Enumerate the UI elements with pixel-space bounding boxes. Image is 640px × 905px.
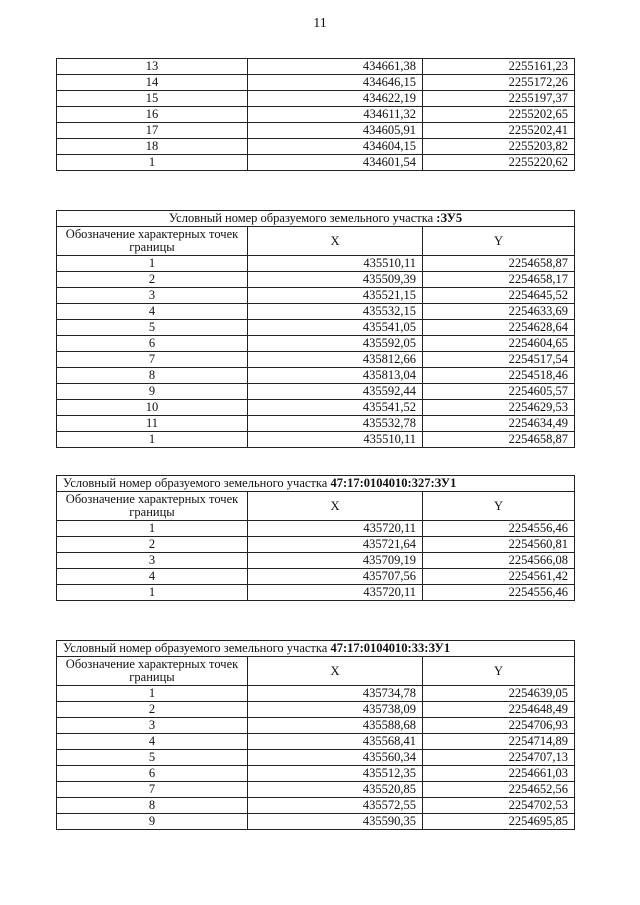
x-coordinate-cell: 435521,15 <box>248 288 423 304</box>
column-header-x: X <box>248 227 423 256</box>
coordinates-table-327-zu1 <box>56 475 575 601</box>
point-number-cell: 6 <box>57 766 248 782</box>
caption-code: 47:17:0104010:327:ЗУ1 <box>330 476 457 490</box>
y-coordinate-cell: 2254658,17 <box>423 272 575 288</box>
point-number-cell: 2 <box>57 702 248 718</box>
point-number-cell: 4 <box>57 569 248 585</box>
point-number-cell: 11 <box>57 416 248 432</box>
table-row <box>57 718 575 734</box>
x-coordinate-cell: 435738,09 <box>248 702 423 718</box>
y-coordinate-cell: 2254629,53 <box>423 400 575 416</box>
table-row <box>57 352 575 368</box>
x-coordinate-cell: 435720,11 <box>248 585 423 601</box>
point-number-cell: 9 <box>57 814 248 830</box>
x-coordinate-cell: 434605,91 <box>248 123 423 139</box>
table-row <box>57 569 575 585</box>
point-number-cell: 1 <box>57 155 248 171</box>
point-number-cell: 6 <box>57 336 248 352</box>
point-number-cell: 13 <box>57 59 248 75</box>
y-coordinate-cell: 2254518,46 <box>423 368 575 384</box>
table-row <box>57 368 575 384</box>
y-coordinate-cell: 2255202,41 <box>423 123 575 139</box>
table-row <box>57 139 575 155</box>
y-coordinate-cell: 2254661,03 <box>423 766 575 782</box>
table-row <box>57 304 575 320</box>
table-body <box>57 521 575 601</box>
x-coordinate-cell: 435588,68 <box>248 718 423 734</box>
page-number: 11 <box>313 16 327 31</box>
table-body <box>57 59 575 171</box>
y-coordinate-cell: 2254695,85 <box>423 814 575 830</box>
table-row <box>57 416 575 432</box>
point-number-cell: 10 <box>57 400 248 416</box>
table-row <box>57 553 575 569</box>
x-coordinate-cell: 435512,35 <box>248 766 423 782</box>
point-number-cell: 14 <box>57 75 248 91</box>
y-coordinate-cell: 2254561,42 <box>423 569 575 585</box>
x-coordinate-cell: 434601,54 <box>248 155 423 171</box>
x-coordinate-cell: 435541,05 <box>248 320 423 336</box>
point-number-cell: 1 <box>57 585 248 601</box>
y-coordinate-cell: 2255161,23 <box>423 59 575 75</box>
x-coordinate-cell: 435813,04 <box>248 368 423 384</box>
table-row <box>57 432 575 448</box>
y-coordinate-cell: 2254560,81 <box>423 537 575 553</box>
table-caption <box>57 641 575 657</box>
point-number-cell: 5 <box>57 320 248 336</box>
table-row <box>57 75 575 91</box>
x-coordinate-cell: 435734,78 <box>248 686 423 702</box>
x-coordinate-cell: 434622,19 <box>248 91 423 107</box>
y-coordinate-cell: 2254645,52 <box>423 288 575 304</box>
x-coordinate-cell: 435590,35 <box>248 814 423 830</box>
column-header-y: Y <box>423 657 575 686</box>
x-coordinate-cell: 435709,19 <box>248 553 423 569</box>
table-row <box>57 155 575 171</box>
table-row <box>57 782 575 798</box>
table-row <box>57 798 575 814</box>
point-number-cell: 3 <box>57 718 248 734</box>
column-header-x: X <box>248 492 423 521</box>
y-coordinate-cell: 2255197,37 <box>423 91 575 107</box>
table-caption <box>57 476 575 492</box>
table-row <box>57 686 575 702</box>
y-coordinate-cell: 2254639,05 <box>423 686 575 702</box>
x-coordinate-cell: 434661,38 <box>248 59 423 75</box>
column-header-points: Обозначение характерных точек границы <box>57 227 248 256</box>
column-header-y: Y <box>423 227 575 256</box>
table-row <box>57 288 575 304</box>
point-number-cell: 18 <box>57 139 248 155</box>
table-row <box>57 59 575 75</box>
table-row <box>57 123 575 139</box>
table-row <box>57 766 575 782</box>
y-coordinate-cell: 2254702,53 <box>423 798 575 814</box>
table-row <box>57 400 575 416</box>
table-row <box>57 702 575 718</box>
caption-code: 47:17:0104010:33:ЗУ1 <box>330 641 451 655</box>
x-coordinate-cell: 435541,52 <box>248 400 423 416</box>
x-coordinate-cell: 435707,56 <box>248 569 423 585</box>
table-row <box>57 750 575 766</box>
y-coordinate-cell: 2255220,62 <box>423 155 575 171</box>
y-coordinate-cell: 2254633,69 <box>423 304 575 320</box>
y-coordinate-cell: 2254604,65 <box>423 336 575 352</box>
caption-code: :ЗУ5 <box>436 211 463 225</box>
point-number-cell: 2 <box>57 272 248 288</box>
caption-prefix: Условный номер образуемого земельного участка <box>63 476 331 490</box>
point-number-cell: 1 <box>57 432 248 448</box>
x-coordinate-cell: 435509,39 <box>248 272 423 288</box>
point-number-cell: 8 <box>57 798 248 814</box>
y-coordinate-cell: 2254605,57 <box>423 384 575 400</box>
point-number-cell: 15 <box>57 91 248 107</box>
table-row <box>57 537 575 553</box>
column-header-x: X <box>248 657 423 686</box>
x-coordinate-cell: 435592,05 <box>248 336 423 352</box>
x-coordinate-cell: 435510,11 <box>248 432 423 448</box>
y-coordinate-cell: 2254714,89 <box>423 734 575 750</box>
point-number-cell: 3 <box>57 553 248 569</box>
y-coordinate-cell: 2254628,64 <box>423 320 575 336</box>
table-caption <box>57 211 575 227</box>
point-number-cell: 7 <box>57 352 248 368</box>
table-body <box>57 256 575 448</box>
point-number-cell: 4 <box>57 304 248 320</box>
table-row <box>57 521 575 537</box>
y-coordinate-cell: 2254566,08 <box>423 553 575 569</box>
x-coordinate-cell: 435568,41 <box>248 734 423 750</box>
y-coordinate-cell: 2254648,49 <box>423 702 575 718</box>
column-header-points: Обозначение характерных точек границы <box>57 492 248 521</box>
y-coordinate-cell: 2254556,46 <box>423 521 575 537</box>
table-row <box>57 256 575 272</box>
table-row <box>57 585 575 601</box>
point-number-cell: 2 <box>57 537 248 553</box>
point-number-cell: 9 <box>57 384 248 400</box>
y-coordinate-cell: 2254652,56 <box>423 782 575 798</box>
point-number-cell: 1 <box>57 686 248 702</box>
table-row <box>57 734 575 750</box>
point-number-cell: 3 <box>57 288 248 304</box>
x-coordinate-cell: 435572,55 <box>248 798 423 814</box>
coordinates-table-continued <box>56 58 575 171</box>
table-row <box>57 91 575 107</box>
y-coordinate-cell: 2255203,82 <box>423 139 575 155</box>
table-row <box>57 814 575 830</box>
y-coordinate-cell: 2254706,93 <box>423 718 575 734</box>
point-number-cell: 7 <box>57 782 248 798</box>
y-coordinate-cell: 2254634,49 <box>423 416 575 432</box>
caption-prefix: Условный номер образуемого земельного участка <box>63 641 331 655</box>
y-coordinate-cell: 2254517,54 <box>423 352 575 368</box>
x-coordinate-cell: 435592,44 <box>248 384 423 400</box>
x-coordinate-cell: 435560,34 <box>248 750 423 766</box>
point-number-cell: 4 <box>57 734 248 750</box>
coordinates-table-33-zu1 <box>56 640 575 830</box>
y-coordinate-cell: 2254707,13 <box>423 750 575 766</box>
table-body <box>57 686 575 830</box>
table-row <box>57 107 575 123</box>
column-header-points: Обозначение характерных точек границы <box>57 657 248 686</box>
y-coordinate-cell: 2255202,65 <box>423 107 575 123</box>
x-coordinate-cell: 435720,11 <box>248 521 423 537</box>
x-coordinate-cell: 435812,66 <box>248 352 423 368</box>
coordinates-table-zu5 <box>56 210 575 448</box>
point-number-cell: 16 <box>57 107 248 123</box>
y-coordinate-cell: 2254658,87 <box>423 256 575 272</box>
table-row <box>57 336 575 352</box>
x-coordinate-cell: 435510,11 <box>248 256 423 272</box>
x-coordinate-cell: 435532,78 <box>248 416 423 432</box>
caption-prefix: Условный номер образуемого земельного участка <box>168 211 437 225</box>
y-coordinate-cell: 2254658,87 <box>423 432 575 448</box>
y-coordinate-cell: 2255172,26 <box>423 75 575 91</box>
x-coordinate-cell: 434611,32 <box>248 107 423 123</box>
point-number-cell: 1 <box>57 521 248 537</box>
x-coordinate-cell: 435721,64 <box>248 537 423 553</box>
point-number-cell: 1 <box>57 256 248 272</box>
table-row <box>57 384 575 400</box>
x-coordinate-cell: 435532,15 <box>248 304 423 320</box>
x-coordinate-cell: 435520,85 <box>248 782 423 798</box>
table-row <box>57 320 575 336</box>
x-coordinate-cell: 434604,15 <box>248 139 423 155</box>
point-number-cell: 5 <box>57 750 248 766</box>
point-number-cell: 8 <box>57 368 248 384</box>
column-header-y: Y <box>423 492 575 521</box>
x-coordinate-cell: 434646,15 <box>248 75 423 91</box>
point-number-cell: 17 <box>57 123 248 139</box>
table-row <box>57 272 575 288</box>
y-coordinate-cell: 2254556,46 <box>423 585 575 601</box>
